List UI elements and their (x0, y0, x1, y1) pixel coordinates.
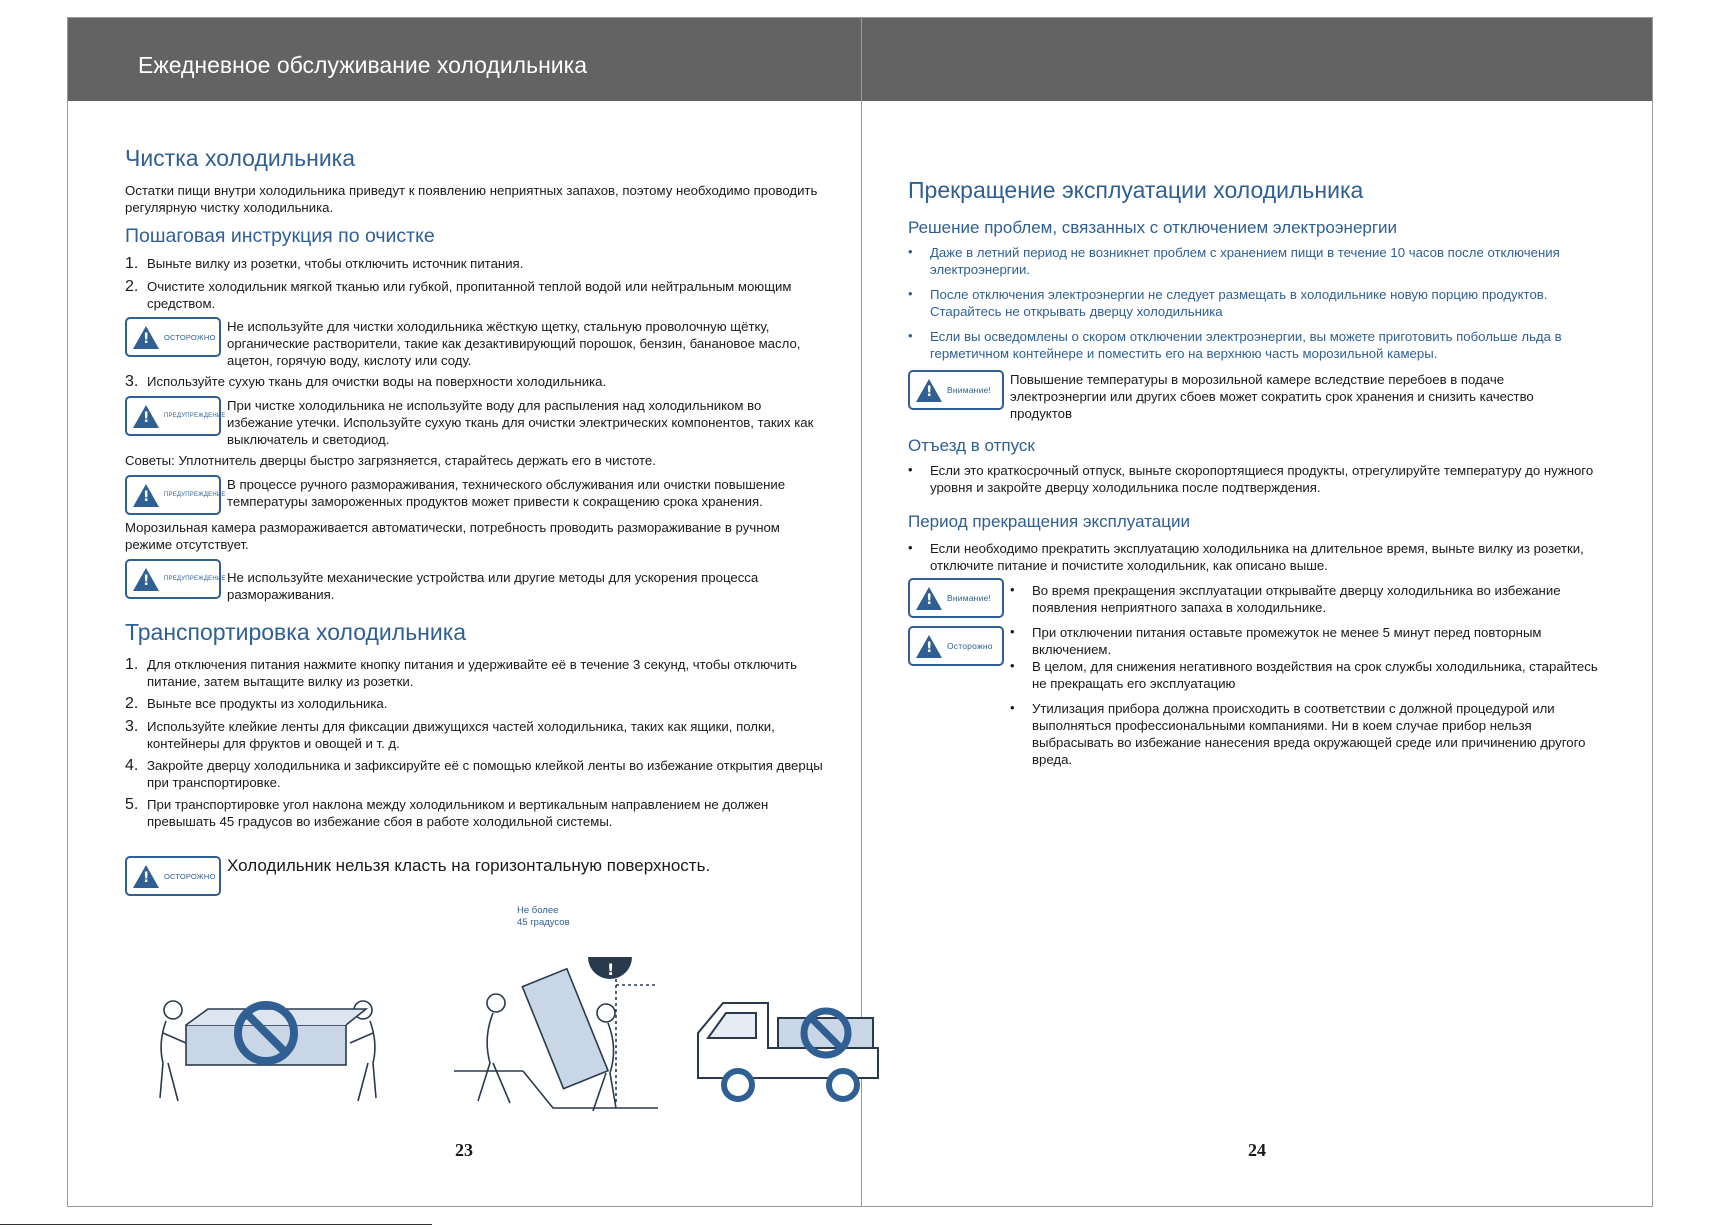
badge-label: ПРЕДУПРЕЖДЕНИЕ (164, 492, 226, 498)
cleaning-title: Чистка холодильника (125, 145, 356, 171)
bullet: • (908, 540, 913, 555)
page-number-right: 24 (1248, 1140, 1266, 1160)
power-title: Решение проблем, связанных с отключением электроэнергии (908, 218, 1398, 237)
transport-item-2 (125, 695, 825, 713)
transport-item-5 (125, 796, 825, 830)
warning-triangle-icon (916, 635, 942, 658)
warning-triangle-icon (133, 484, 159, 507)
step-text: Используйте сухую ткань для очистки воды на поверхности холодильника. (147, 374, 607, 389)
badge-label: Осторожно (947, 641, 993, 651)
bullet-text: Во время прекращения эксплуатации открывайте дверцу холодильника во избежание появления неприятного запаха в холодильнике. (1032, 583, 1561, 615)
transport-illustrations (138, 905, 838, 1123)
power-bullet-1 (908, 244, 1598, 278)
bullet-text: Утилизация прибора должна происходить в соответствии с должной процедурой или выполняться профессиональными компаниями. Ни в коем случае прибор нельзя выбрасывать во избежание нанесения вреда окружающей среде или причинению другого вреда. (1032, 701, 1586, 767)
bullet-text: После отключения электроэнергии не следует размещать в холодильнике новую порцию продуктов. Старайтесь не открывать дверцу холодильника (930, 287, 1548, 319)
steps-title: Пошаговая инструкция по очистке (125, 225, 435, 247)
right-page (908, 101, 1598, 776)
badge-label: ПРЕДУПРЕЖДЕНИЕ (164, 413, 226, 419)
transport-item-3 (125, 718, 825, 752)
step-text: При транспортировке угол наклона между холодильником и вертикальным направлением не должен превышать 45 градусов во избежание сбоя в работе холодильной системы. (147, 797, 769, 829)
caution-badge (908, 626, 1004, 666)
transport-item-4 (125, 757, 825, 791)
badge-label: Внимание! (947, 385, 992, 395)
attention-badge (908, 578, 1004, 618)
cleaning-intro: Остатки пищи внутри холодильника приведут к появлению неприятных запахов, поэтому необходимо проводить регулярную чистку холодильника. (125, 183, 818, 215)
warning-note-3 (125, 559, 825, 603)
badge-label: ОСТОРОЖНО (164, 332, 216, 342)
brochure-spread (67, 17, 1653, 1207)
step-text: Для отключения питания нажмите кнопку питания и удерживайте её в течение 3 секунд, чтобы отключить питание, затем вытащите вилку из розетки. (147, 657, 798, 689)
warning-text: В процессе ручного размораживания, технического обслуживания или очистки повышение температуры замороженных продуктов может привести к сокращению срока хранения. (227, 477, 786, 509)
transport-title: Транспортировка холодильника (125, 619, 467, 645)
header-title: Ежедневное обслуживание холодильника (138, 52, 587, 78)
transport-item-1 (125, 656, 825, 690)
step-number: 3. (125, 373, 139, 390)
caution-text: Холодильник нельзя класть на горизонтальную поверхность. (227, 856, 711, 875)
warning-triangle-icon (133, 326, 159, 349)
bullet-text: В целом, для снижения негативного воздействия на срок службы холодильника, старайтесь не прекращать его эксплуатацию (1032, 659, 1598, 691)
bullet: • (1010, 700, 1015, 715)
footer-rule (0, 1224, 432, 1225)
warning-badge (125, 559, 226, 599)
bullet: • (908, 462, 913, 477)
vacation-title: Отъезд в отпуск (908, 436, 1035, 455)
vacation-bullet-1 (908, 462, 1598, 496)
warning-triangle-icon (133, 865, 159, 888)
warning-text: При чистке холодильника не используйте воду для распыления над холодильником во избежание утечки. Используйте сухую ткань для очистки электрических компонентов, таких как выключатель и светодиод. (227, 398, 814, 447)
step-number: 1. (125, 255, 139, 272)
bullet: • (1010, 624, 1015, 639)
step-number: 5. (125, 796, 139, 813)
caution-text: Не используйте для чистки холодильника жёсткую щетку, стальную проволочную щётку, органические растворители, такие как дезактивирующий порошок, бензин, банановое масло, ацетон, горячую воду, кислоту или соду. (227, 319, 801, 368)
step-number: 2. (125, 278, 139, 295)
period-note-3 (1010, 658, 1598, 692)
step-item-2 (125, 278, 825, 312)
warning-triangle-icon (133, 568, 159, 591)
period-bullet-1 (908, 540, 1598, 574)
period-note-2 (1010, 624, 1598, 658)
badge-label: Внимание! (947, 593, 992, 603)
caution-note-horizontal (125, 856, 825, 896)
period-notes (908, 578, 1598, 776)
warning-badge (125, 396, 226, 436)
step-text: Очистите холодильник мягкой тканью или губкой, пропитанной теплой водой или нейтральным моющим средством. (147, 279, 792, 311)
caution-badge (125, 856, 221, 896)
svg-text:!: ! (607, 960, 615, 979)
power-bullet-2 (908, 286, 1598, 320)
attention-text: Повышение температуры в морозильной камере вследствие перебоев в подаче электроэнергии или других сбоев может сократить срок хранения и снизить качество продуктов (1010, 372, 1534, 421)
warning-triangle-icon (916, 587, 942, 610)
bullet: • (1010, 658, 1015, 673)
warning-triangle-icon (916, 379, 942, 402)
left-page (125, 101, 825, 900)
bullet: • (908, 328, 913, 343)
attention-note-power (908, 370, 1598, 422)
period-title: Период прекращения эксплуатации (908, 512, 1190, 531)
period-note-4 (1010, 700, 1598, 768)
warning-triangle-icon (133, 405, 159, 428)
badge-label: ПРЕДУПРЕЖДЕНИЕ (164, 576, 226, 582)
step-text: Закройте дверцу холодильника и зафиксируйте её с помощью клейкой ленты во избежание открытия дверцы при транспортировке. (147, 758, 823, 790)
step-text: Выньте все продукты из холодильника. (147, 696, 388, 711)
bullet-text: При отключении питания оставьте промежуток не менее 5 минут перед повторным включением. (1032, 625, 1542, 657)
bullet: • (908, 286, 913, 301)
angle-label-2: 45 градусов (517, 917, 570, 928)
period-note-1 (1010, 582, 1598, 616)
step-number: 2. (125, 695, 139, 712)
warning-note-2 (125, 475, 825, 515)
stop-title: Прекращение эксплуатации холодильника (908, 177, 1364, 203)
header-band (68, 18, 1652, 101)
horizontal-carry-illustration (160, 1001, 376, 1101)
period-badges (908, 578, 1010, 776)
page-number-left: 23 (455, 1140, 473, 1160)
truck-illustration (698, 1003, 878, 1099)
defrost-text: Морозильная камера размораживается автоматически, потребность проводить размораживание в ручном режиме отсутствует. (125, 520, 780, 552)
bullet: • (1010, 582, 1015, 597)
angle-warning-icon (588, 957, 632, 979)
warning-note-1 (125, 396, 825, 448)
period-note-list (1010, 578, 1598, 776)
bullet-text: Если необходимо прекратить эксплуатацию холодильника на длительное время, выньте вилку из розетки, отключите питание и почистите холодильник, как описано выше. (930, 541, 1584, 573)
step-text: Используйте клейкие ленты для фиксации движущихся частей холодильника, таких как ящики, полки, контейнеры для фруктов и овощей и т. д. (147, 719, 775, 751)
tilted-carry-illustration (454, 969, 658, 1111)
warning-text: Не используйте механические устройства или другие методы для ускорения процесса размораживания. (227, 570, 759, 602)
attention-badge (908, 370, 1004, 410)
badge-label: ОСТОРОЖНО (164, 871, 216, 881)
bullet-text: Если вы осведомлены о скором отключении электроэнергии, вы можете приготовить побольше льда в герметичном контейнере и поместить его на верхнюю часть морозильной камеры. (930, 329, 1562, 361)
caution-note-1 (125, 317, 825, 369)
angle-label-1: Не более (517, 905, 559, 916)
step-number: 3. (125, 718, 139, 735)
step-item-1 (125, 255, 825, 273)
step-item-3 (125, 373, 825, 391)
step-text: Выньте вилку из розетки, чтобы отключить источник питания. (147, 256, 524, 271)
step-number: 1. (125, 656, 139, 673)
power-bullet-3 (908, 328, 1598, 362)
warning-badge (125, 475, 226, 515)
bullet-text: Даже в летний период не возникнет проблем с хранением пищи в течение 10 часов после отключения электроэнергии. (930, 245, 1560, 277)
caution-badge (125, 317, 221, 357)
bullet-text: Если это краткосрочный отпуск, выньте скоропортящиеся продукты, отрегулируйте температуру до нужного уровня и закройте дверцу холодильника после подтверждения. (930, 463, 1594, 495)
step-number: 4. (125, 757, 139, 774)
bullet: • (908, 244, 913, 259)
tip-text: Советы: Уплотнитель дверцы быстро загрязняется, старайтесь держать его в чистоте. (125, 453, 656, 468)
